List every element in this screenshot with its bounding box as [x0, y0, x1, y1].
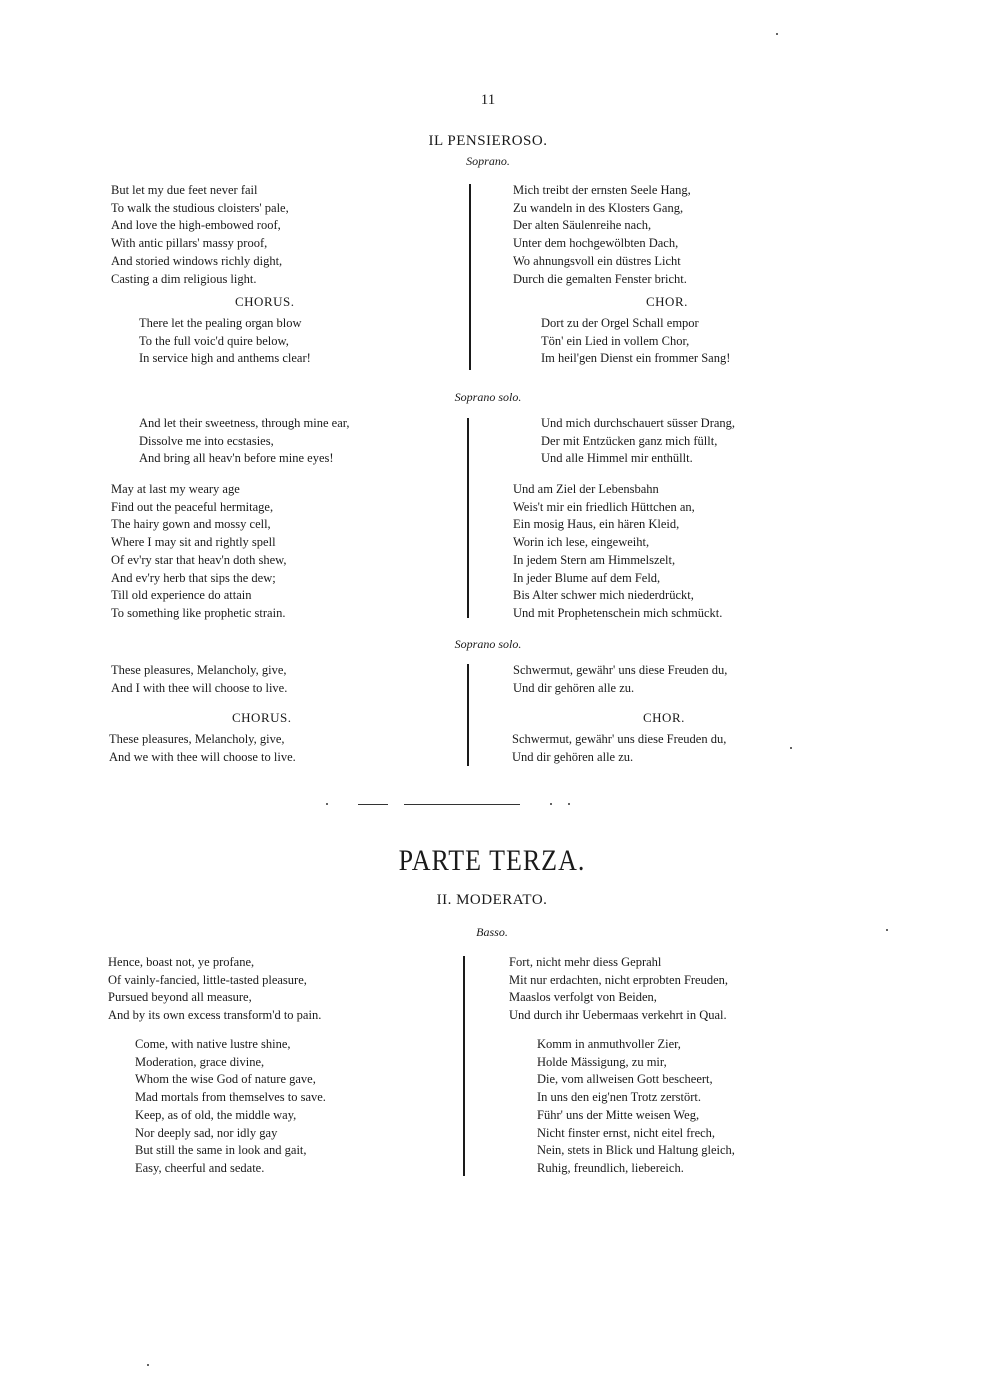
separator-rule	[404, 804, 520, 805]
verse-line: And we with thee will choose to live.	[109, 749, 296, 764]
english-chorus	[109, 731, 296, 766]
verse-line: Where I may sit and rightly spell	[111, 535, 276, 550]
verse-line: Ein mosig Haus, ein hären Kleid,	[513, 517, 680, 532]
verse-line: Find out the peaceful hermitage,	[111, 499, 274, 514]
voice-label: Soprano.	[466, 154, 510, 168]
column-divider	[463, 956, 465, 1176]
verse-line: Worin ich lese, eingeweiht,	[513, 535, 650, 550]
verse-line: Mit nur erdachten, nicht erprobten Freuden,	[509, 972, 729, 987]
verse-line: Und dir gehören alle zu.	[513, 680, 635, 695]
verse-line: Maaslos verfolgt von Beiden,	[509, 990, 657, 1005]
german-verse	[513, 182, 691, 288]
column-divider	[467, 664, 469, 766]
verse-line: The hairy gown and mossy cell,	[111, 517, 271, 532]
verse-line: Tön' ein Lied in vollem Chor,	[541, 333, 690, 348]
verse-line: Die, vom allweisen Gott bescheert,	[537, 1072, 713, 1087]
verse-line: Und dir gehören alle zu.	[512, 749, 634, 764]
german-chorus	[512, 731, 726, 766]
english-verse	[111, 481, 287, 623]
verse-line: Ruhig, freundlich, liebereich.	[537, 1160, 684, 1175]
english-verse	[108, 954, 321, 1025]
verse-line: Fort, nicht mehr diess Geprahl	[509, 955, 662, 969]
verse-line: In jeder Blume auf dem Feld,	[513, 570, 661, 585]
chor-heading: CHOR.	[646, 294, 688, 309]
verse-line: And let their sweetness, through mine ear,	[139, 416, 350, 430]
voice-label: Soprano solo.	[454, 390, 522, 404]
verse-line: Der alten Säulenreihe nach,	[513, 218, 652, 233]
verse-line: Nicht finster ernst, nicht eitel frech,	[537, 1125, 716, 1140]
verse-line: In service high and anthems clear!	[139, 351, 311, 366]
verse-line: Durch die gemalten Fenster bricht.	[513, 271, 687, 286]
verse-line: There let the pealing organ blow	[139, 316, 302, 330]
german-chorus	[541, 315, 730, 368]
verse-line: Moderation, grace divine,	[135, 1054, 265, 1069]
verse-line: Mad mortals from themselves to save.	[135, 1090, 326, 1105]
verse-line: These pleasures, Melancholy, give,	[109, 732, 285, 746]
verse-line: Easy, cheerful and sedate.	[135, 1160, 265, 1175]
verse-line: And bring all heav'n before mine eyes!	[139, 451, 334, 466]
verse-line: Nor deeply sad, nor idly gay	[135, 1125, 278, 1140]
verse-line: Führ' uns der Mitte weisen Weg,	[537, 1107, 700, 1122]
verse-line: To walk the studious cloisters' pale,	[111, 200, 289, 215]
german-verse	[537, 1036, 735, 1178]
verse-line: Of ev'ry star that heav'n doth shew,	[111, 552, 287, 567]
verse-line: Und am Ziel der Lebensbahn	[513, 482, 659, 496]
verse-line: Till old experience do attain	[111, 588, 252, 603]
verse-line: Schwermut, gewähr' uns diese Freuden du,	[513, 663, 728, 677]
ink-speck	[550, 803, 552, 805]
english-verse	[111, 182, 289, 288]
verse-line: And love the high-embowed roof,	[111, 218, 281, 233]
chor-heading: CHOR.	[643, 710, 685, 725]
verse-line: Wo ahnungsvoll ein düstres Licht	[513, 253, 681, 268]
ink-speck	[147, 1364, 149, 1366]
verse-line: Holde Mässigung, zu mir,	[537, 1054, 667, 1069]
verse-line: With antic pillars' massy proof,	[111, 236, 268, 251]
verse-line: And ev'ry herb that sips the dew;	[111, 570, 276, 585]
verse-line: Und alle Himmel mir enthüllt.	[541, 451, 693, 466]
verse-line: Komm in anmuthvoller Zier,	[537, 1037, 681, 1051]
german-verse	[513, 662, 727, 697]
verse-line: Casting a dim religious light.	[111, 271, 257, 286]
verse-line: In jedem Stern am Himmelszelt,	[513, 552, 676, 567]
german-verse	[513, 481, 722, 623]
verse-line: Of vainly-fancied, little-tasted pleasure,	[108, 972, 307, 987]
verse-line: Weis't mir ein friedlich Hüttchen an,	[513, 499, 695, 514]
verse-line: Bis Alter schwer mich niederdrückt,	[513, 588, 694, 603]
verse-line: Nein, stets in Blick und Haltung gleich,	[537, 1143, 735, 1158]
chorus-heading: CHORUS.	[232, 710, 292, 725]
verse-line: Und durch ihr Uebermaas verkehrt in Qual.	[509, 1008, 727, 1023]
ink-speck	[568, 803, 570, 805]
chorus-heading: CHORUS.	[235, 294, 295, 309]
part-title: PARTE TERZA.	[398, 843, 586, 878]
verse-line: Dort zu der Orgel Schall empor	[541, 316, 699, 330]
verse-line: To the full voic'd quire below,	[139, 333, 289, 348]
verse-line: Und mit Prophetenschein mich schmückt.	[513, 605, 723, 620]
voice-label: Soprano solo.	[454, 637, 522, 651]
verse-line: To something like prophetic strain.	[111, 605, 286, 620]
verse-line: But still the same in look and gait,	[135, 1143, 307, 1158]
verse-line: These pleasures, Melancholy, give,	[111, 663, 287, 677]
verse-line: And by its own excess transform'd to pain.	[108, 1008, 322, 1023]
german-verse	[509, 954, 728, 1025]
english-verse	[111, 662, 287, 697]
page-number: 11	[480, 92, 496, 108]
separator-rule	[358, 804, 388, 805]
english-verse	[139, 415, 350, 468]
verse-line: Mich treibt der ernsten Seele Hang,	[513, 183, 691, 197]
verse-line: Hence, boast not, ye profane,	[108, 955, 255, 969]
verse-line: But let my due feet never fail	[111, 183, 258, 197]
ink-speck	[776, 33, 778, 35]
verse-line: Unter dem hochgewölbten Dach,	[513, 236, 679, 251]
verse-line: Dissolve me into ecstasies,	[139, 433, 274, 448]
verse-line: Schwermut, gewähr' uns diese Freuden du,	[512, 732, 727, 746]
ink-speck	[790, 747, 792, 749]
section-title: IL PENSIEROSO.	[428, 133, 548, 149]
verse-line: Pursued beyond all measure,	[108, 990, 252, 1005]
verse-line: May at last my weary age	[111, 482, 240, 496]
voice-label: Basso.	[476, 925, 508, 939]
ink-speck	[886, 929, 888, 931]
verse-line: Und mich durchschauert süsser Drang,	[541, 416, 736, 430]
verse-line: Der mit Entzücken ganz mich füllt,	[541, 433, 718, 448]
verse-line: Come, with native lustre shine,	[135, 1037, 291, 1051]
verse-line: Im heil'gen Dienst ein frommer Sang!	[541, 351, 731, 366]
verse-line: And storied windows richly dight,	[111, 253, 283, 268]
movement-title: II. MODERATO.	[436, 892, 548, 908]
english-chorus	[139, 315, 311, 368]
ink-speck	[326, 803, 328, 805]
verse-line: Keep, as of old, the middle way,	[135, 1107, 297, 1122]
verse-line: In uns den eig'nen Trotz zerstört.	[537, 1090, 702, 1105]
english-verse	[135, 1036, 326, 1178]
verse-line: And I with thee will choose to live.	[111, 680, 288, 695]
column-divider	[469, 184, 471, 370]
column-divider	[467, 418, 469, 618]
verse-line: Zu wandeln in des Klosters Gang,	[513, 200, 684, 215]
german-verse	[541, 415, 735, 468]
verse-line: Whom the wise God of nature gave,	[135, 1072, 316, 1087]
